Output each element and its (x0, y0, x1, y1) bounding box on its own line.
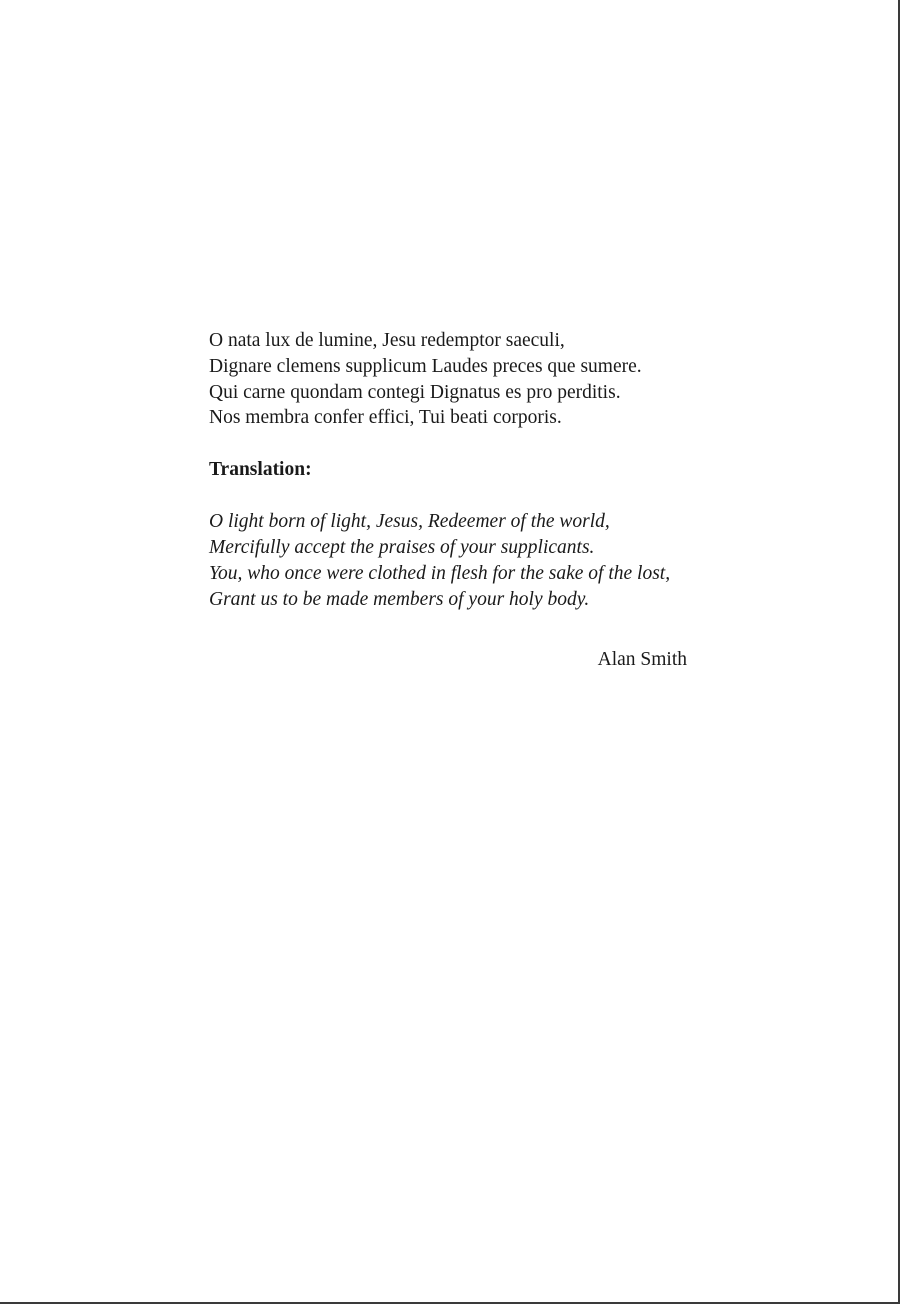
translation-heading: Translation: (209, 459, 312, 481)
page-content (209, 328, 694, 673)
latin-verse-line: Qui carne quondam contegi Dignatus es pro perditis. (209, 381, 621, 403)
translation-verse-line: Grant us to be made members of your holy body. (209, 588, 590, 610)
translation-verse (209, 509, 694, 612)
latin-verse (209, 328, 694, 431)
latin-verse-line: O nata lux de lumine, Jesu redemptor saeculi, (209, 330, 565, 351)
author-name: Alan Smith (597, 649, 687, 671)
translation-verse-line: Mercifully accept the praises of your supplicants. (209, 536, 595, 558)
translation-verse-line: You, who once were clothed in flesh for the sake of the lost, (209, 562, 671, 584)
translation-verse-line: O light born of light, Jesus, Redeemer of the world, (209, 511, 610, 533)
latin-verse-line: Dignare clemens supplicum Laudes preces que sumere. (209, 355, 642, 377)
latin-verse-line: Nos membra confer effici, Tui beati corporis. (209, 407, 562, 429)
